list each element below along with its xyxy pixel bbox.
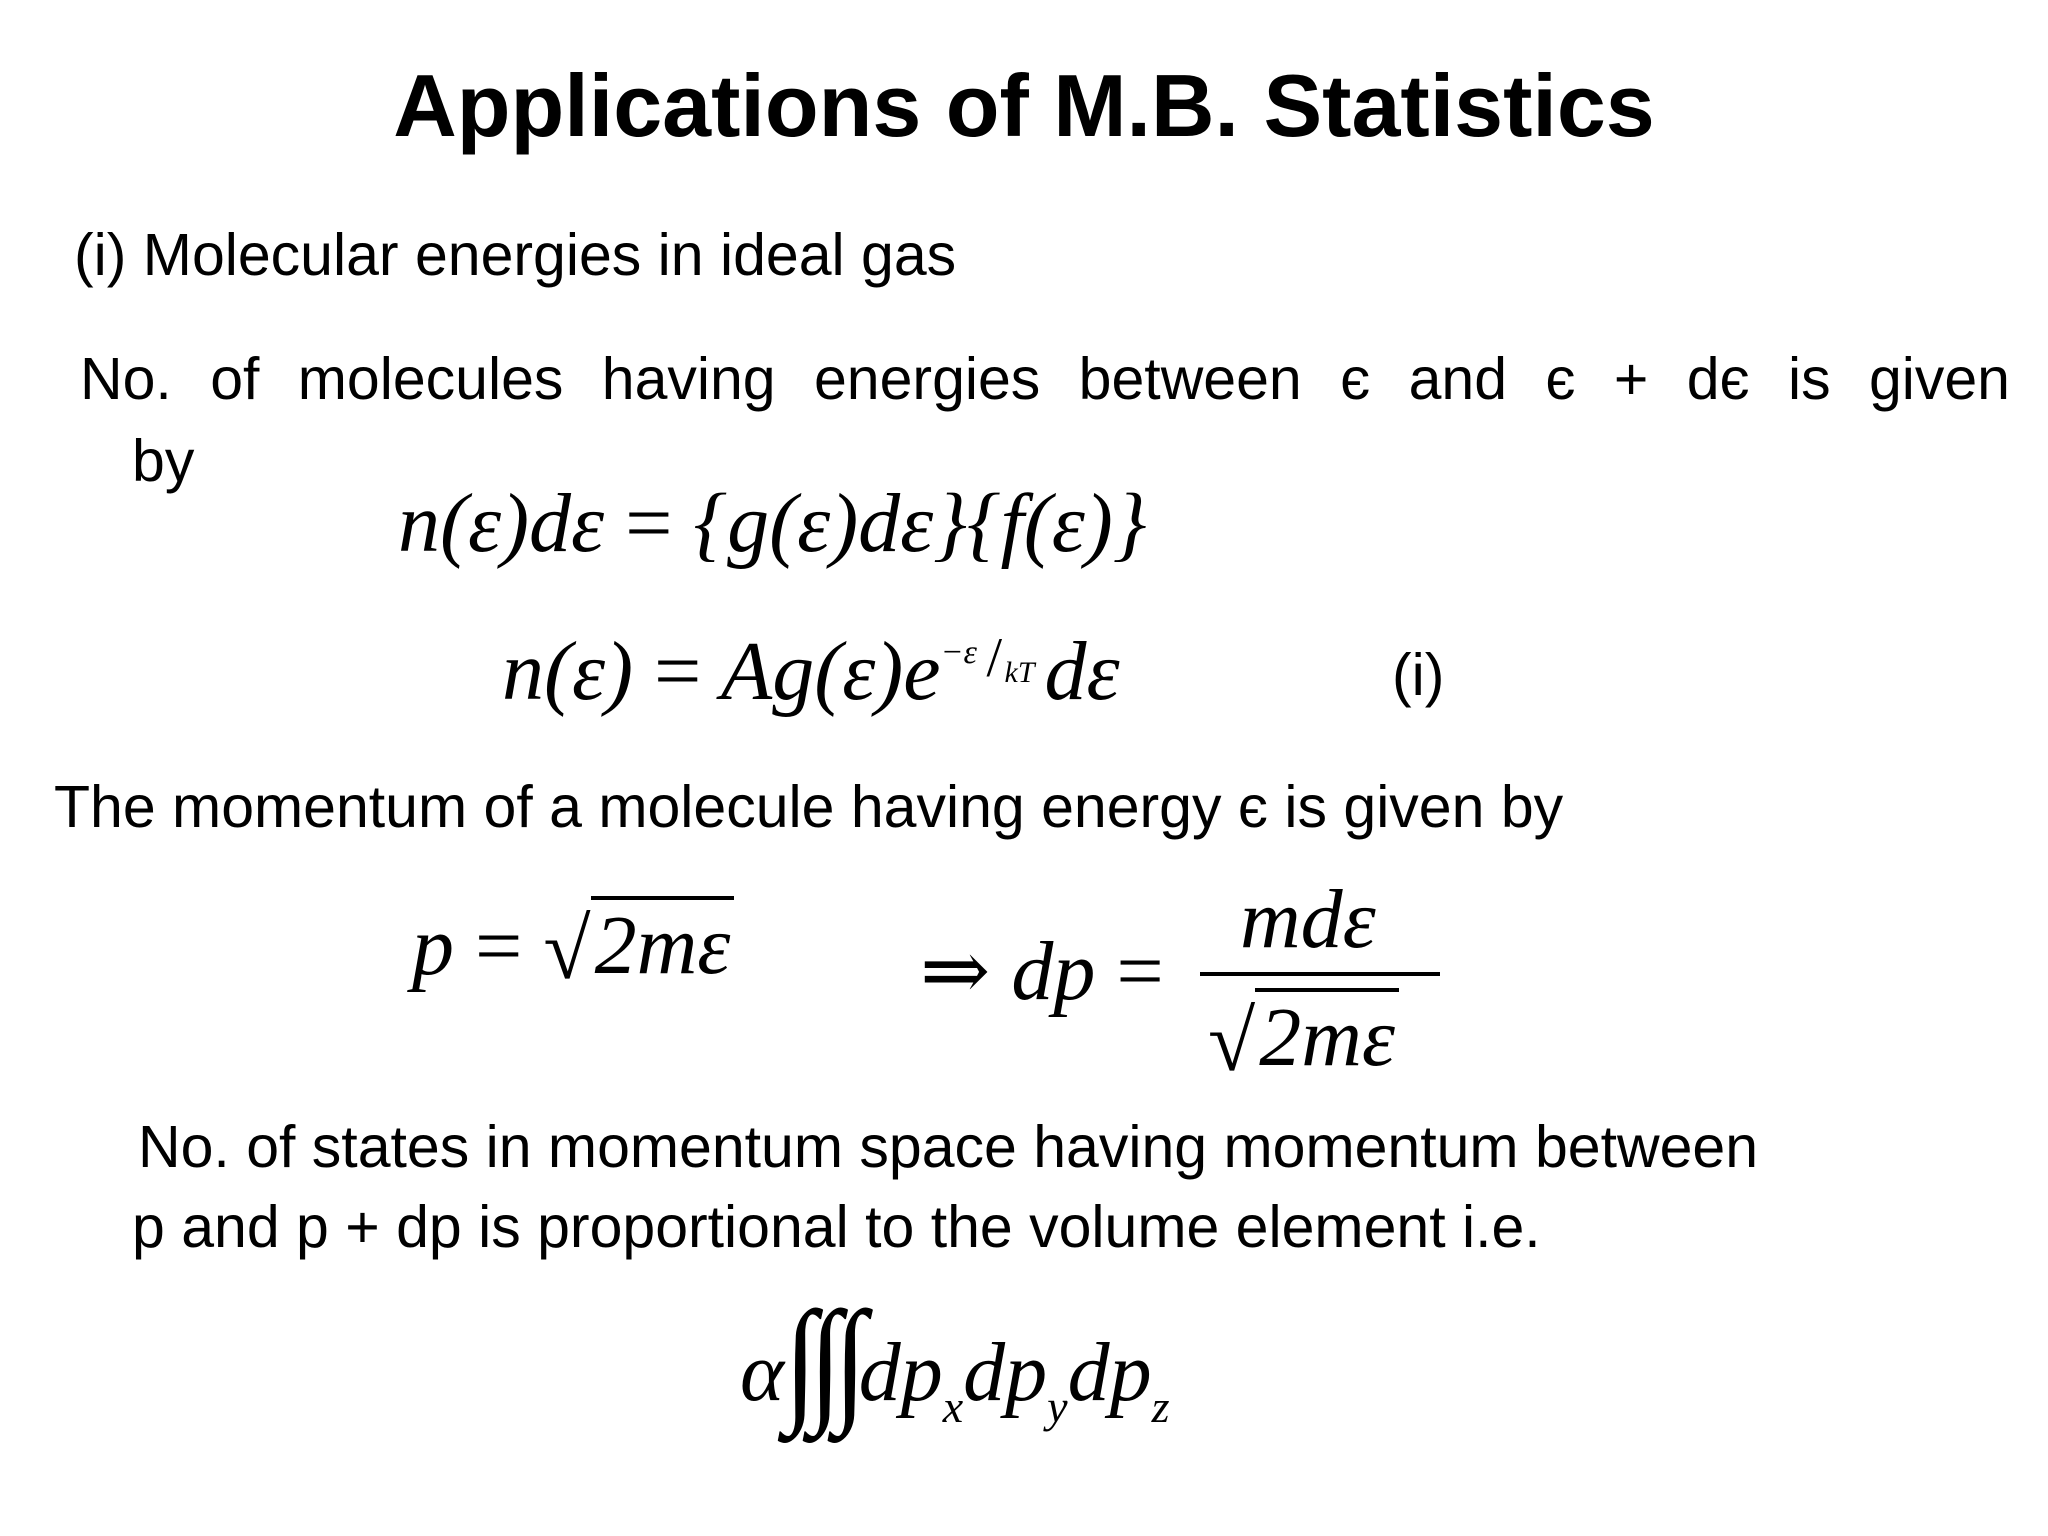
integral-sign: ∫ (784, 1282, 817, 1436)
eq2-rhs-tail: dε (1044, 625, 1120, 718)
integral-sign: ∫ (833, 1282, 867, 1436)
word: is (1787, 346, 1831, 412)
integral-sign: ∫ (808, 1282, 842, 1436)
subscript: z (1151, 1381, 1170, 1432)
word: No. (80, 346, 172, 412)
subscript: y (1047, 1381, 1068, 1432)
word: of (210, 346, 260, 412)
equation-volume-element (740, 1282, 1170, 1436)
fraction-bar (1200, 972, 1440, 976)
differential: dp (1067, 1326, 1152, 1419)
implies-symbol: ⇒ (920, 925, 991, 1018)
fraction-denominator (1208, 988, 1399, 1089)
paragraph-molecule-count (80, 346, 2010, 412)
eq1-rhs: {g(ε)dε}{f(ε)} (693, 477, 1147, 570)
differential: dp (963, 1326, 1048, 1419)
eq4-lhs: dp (1011, 925, 1096, 1018)
radical-sign: √ (543, 901, 591, 997)
eq1-lhs: n(ε)dε (398, 477, 605, 570)
word: molecules (297, 346, 564, 412)
eq3-lhs: p (412, 900, 454, 993)
eq4-radicand: 2mε (1255, 988, 1399, 1080)
word: + (1613, 346, 1649, 412)
eq3-radicand: 2mε (591, 896, 735, 988)
radical-sign: √ (1208, 993, 1256, 1089)
word: energies (813, 346, 1041, 412)
paragraph-states-line1: No. of states in momentum space having momentum between (138, 1114, 1759, 1180)
slide-title: Applications of M.B. Statistics (393, 56, 1655, 155)
differential: dp (858, 1326, 943, 1419)
fraction-numerator: mdε (1240, 873, 1376, 966)
eq1-equals: = (625, 477, 673, 570)
equation-distribution (398, 477, 1147, 570)
subscript: x (942, 1381, 964, 1432)
word: є (1340, 346, 1371, 412)
word: dє (1686, 346, 1750, 412)
eq4-equals: = (1116, 925, 1164, 1018)
square-root (1208, 988, 1399, 1089)
eq3-equals: = (475, 900, 523, 993)
paragraph-momentum: The momentum of a molecule having energy є is given by (54, 774, 1564, 840)
exponent-denominator: kT (1004, 656, 1035, 689)
equation-momentum (412, 896, 734, 997)
equation-momentum-differential (920, 925, 1164, 1018)
square-root (543, 896, 734, 997)
paragraph-states-line2: p and p + dp is proportional to the volume element i.e. (132, 1194, 1541, 1260)
exponent-slash: / (986, 627, 1003, 689)
word: and (1408, 346, 1508, 412)
word: є (1545, 346, 1576, 412)
proportional-symbol: α (740, 1326, 785, 1419)
eq2-rhs-main: Ag(ε)e (720, 625, 941, 718)
eq2-lhs: n(ε) (502, 625, 634, 718)
paragraph-molecule-count-line2: by (132, 428, 195, 494)
eq2-equals: = (654, 625, 702, 718)
word: given (1868, 346, 2010, 412)
word: having (601, 346, 776, 412)
equation-boltzmann (502, 625, 1120, 718)
section-heading: (i) Molecular energies in ideal gas (74, 222, 957, 288)
exponent-numerator: −ε (940, 634, 977, 671)
exponent-fraction (940, 627, 1045, 690)
equation-label: (i) (1392, 642, 1445, 708)
word: between (1078, 346, 1302, 412)
